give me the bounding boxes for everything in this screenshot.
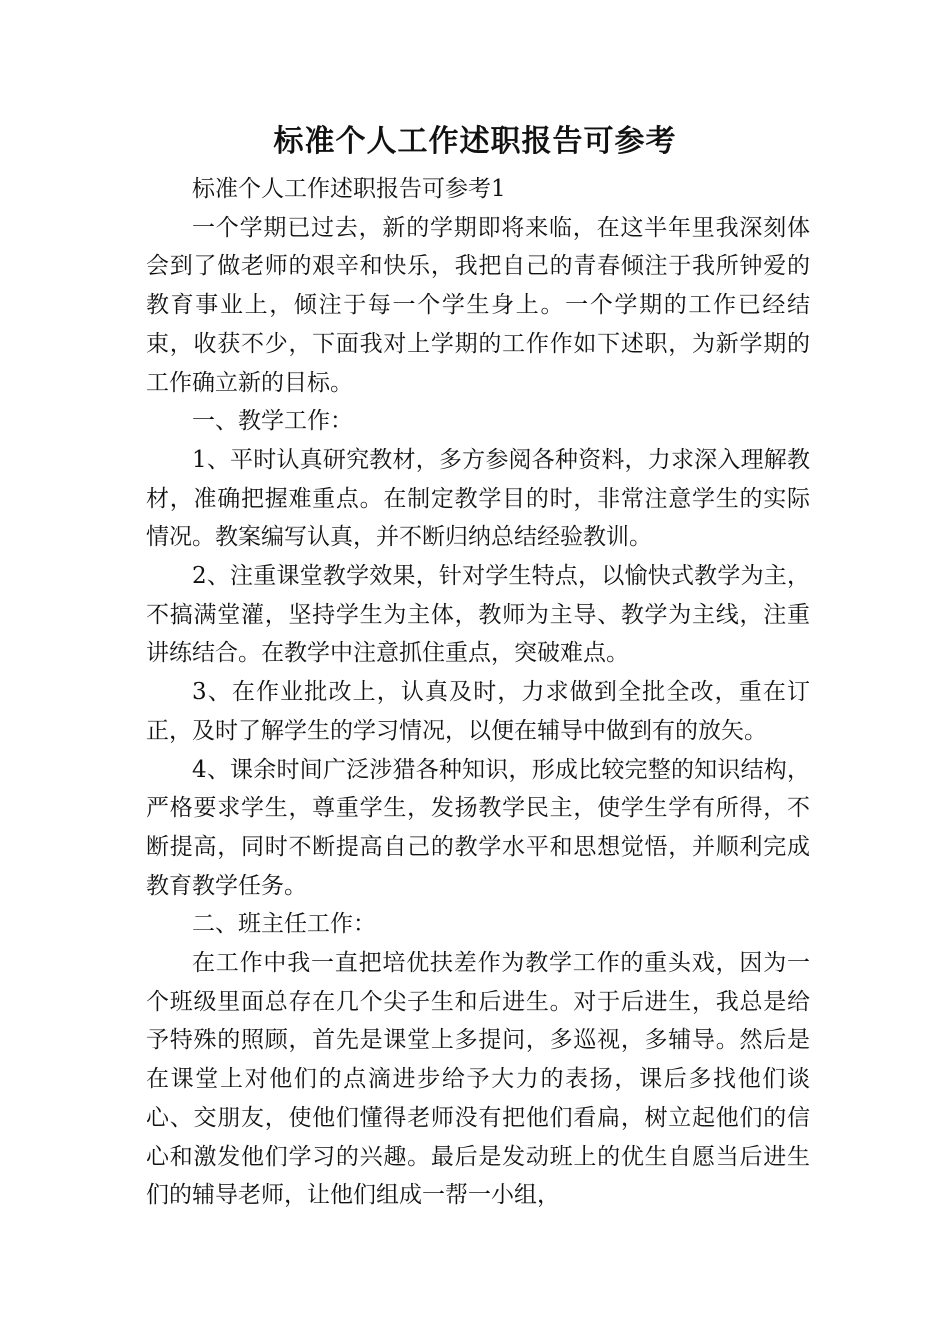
document-body [146,170,810,1215]
section-heading: 标准个人工作述职报告可参考1 [192,176,506,202]
paragraph: 4、课余时间广泛涉猎各种知识，形成比较完整的知识结构，严格要求学生，尊重学生，发扬教学民主，使学生学有所得，不断提高，同时不断提高自己的教学水平和思想觉悟，并顺利完成教育教学任务。 [146,756,810,899]
document-title: 标准个人工作述职报告可参考 [273,124,677,159]
paragraph: 2、注重课堂教学效果，针对学生特点，以愉快式教学为主，不搞满堂灌，坚持学生为主体，教师为主导、教学为主线，注重讲练结合。在教学中注意抓住重点，突破难点。 [146,563,810,667]
paragraph: 1、平时认真研究教材，多方参阅各种资料，力求深入理解教材，准确把握难重点。在制定教学目的时，非常注意学生的实际情况。教案编写认真，并不断归纳总结经验教训。 [146,446,810,551]
subheading: 一、教学工作： [192,408,353,435]
paragraph: 3、在作业批改上，认真及时，力求做到全批全改，重在订正，及时了解学生的学习情况，以便在辅导中做到有的放矢。 [146,679,810,744]
paragraph: 一个学期已过去，新的学期即将来临，在这半年里我深刻体会到了做老师的艰辛和快乐，我把自己的青春倾注于我所钟爱的教育事业上，倾注于每一个学生身上。一个学期的工作已经结束，收获不少，下面我对上学期的工作作如下述职，为新学期的工作确立新的目标。 [146,214,810,396]
paragraph: 在工作中我一直把培优扶差作为教学工作的重头戏，因为一个班级里面总存在几个尖子生和后进生。对于后进生，我总是给予特殊的照顾，首先是课堂上多提问，多巡视，多辅导。然后是在课堂上对他们的点滴进步给予大力的表扬，课后多找他们谈心、交朋友，使他们懂得老师没有把他们看扁，树立起他们的信心和激发他们学习的兴趣。最后是发动班上的优生自愿当后进生们的辅导老师，让他们组成一帮一小组， [146,950,810,1209]
subheading: 二、班主任工作： [192,911,376,938]
